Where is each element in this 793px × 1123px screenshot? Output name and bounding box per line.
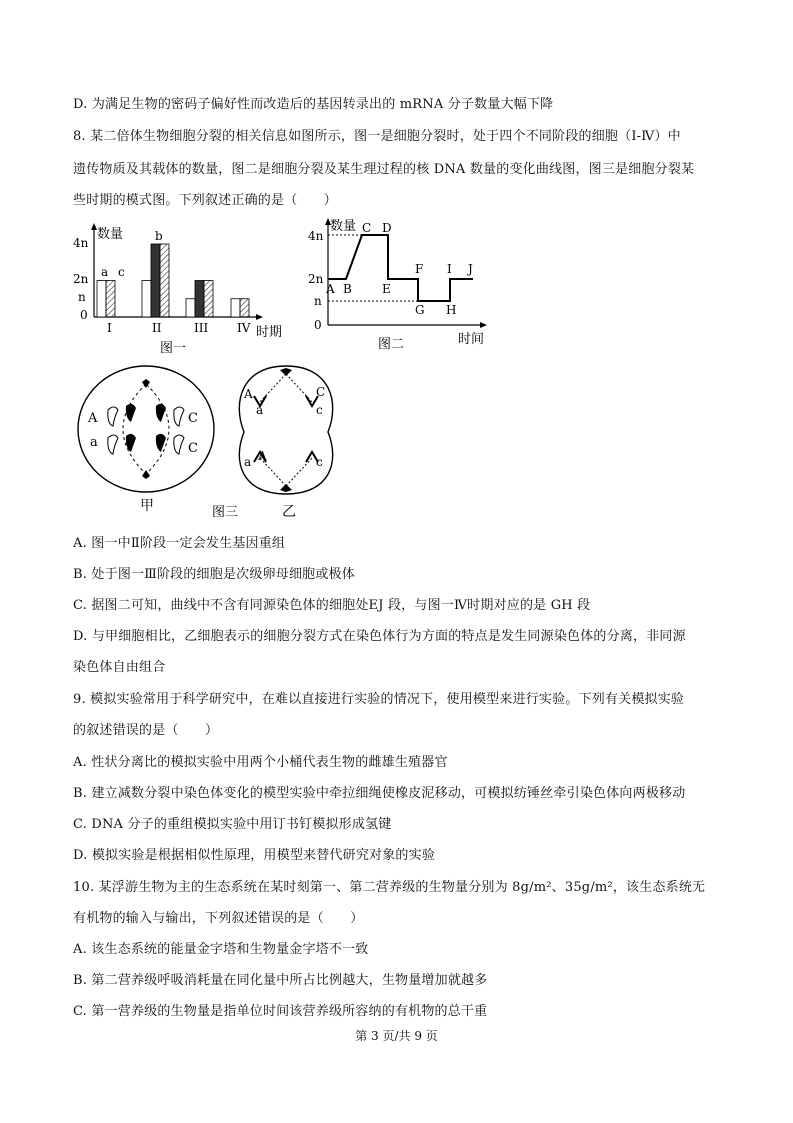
yi-allele-3: C bbox=[316, 385, 326, 399]
option-10b: B. 第二营养级呼吸消耗量在同化量中所占比例越大，生物量增加就越多 bbox=[73, 973, 488, 988]
yi-allele-7: c bbox=[316, 455, 323, 469]
option-9d: D. 模拟实验是根据相似性原理，用模型来替代研究对象的实验 bbox=[73, 848, 436, 863]
fig1-bar-c-I bbox=[106, 281, 115, 318]
question-9-text: 9. 模拟实验常用于科学研究中，在难以直接进行实验的情况下，使用模型来进行实验。下列有关模拟实验 bbox=[73, 692, 685, 707]
option-9c: C. DNA 分子的重组模拟实验中用订书钉模拟形成氢键 bbox=[73, 817, 392, 832]
fig2-point-f: F bbox=[415, 262, 424, 276]
fig1-tick-0: 0 bbox=[80, 308, 88, 322]
fig2-tick-n: n bbox=[314, 294, 322, 308]
option-8d-line2: 染色体自由组合 bbox=[73, 660, 166, 675]
fig1-tick-4n: 4n bbox=[73, 236, 89, 250]
spindle-jia bbox=[123, 384, 169, 474]
fig2-point-h: H bbox=[446, 303, 457, 317]
yi-allele-2: a bbox=[256, 403, 264, 417]
fig1-xlabel: 时期 bbox=[256, 325, 283, 340]
fig1-label-a: a bbox=[101, 265, 109, 279]
fig1-stage-1: I bbox=[107, 321, 112, 335]
fig1-caption: 图一 bbox=[160, 341, 187, 356]
fig1-bar-c-III bbox=[204, 281, 213, 318]
chromosomes-jia bbox=[108, 404, 184, 454]
fig1-label-b: b bbox=[155, 229, 163, 243]
option-9b: B. 建立减数分裂中染色体变化的模型实验中牵拉细绳使橡皮泥移动，可模拟纺锤丝牵引染色体向两极移动 bbox=[73, 786, 686, 801]
fig2-point-g: G bbox=[415, 303, 425, 317]
fig1-ylabel: 数量 bbox=[97, 227, 124, 242]
option-10a: A. 该生态系统的能量金字塔和生物量金字塔不一致 bbox=[73, 942, 369, 957]
option-d-q7: D. 为满足生物的密码子偏好性而改造后的基因转录出的 mRNA 分子数量大幅下降 bbox=[73, 97, 554, 112]
page-footer: 第 3 页/共 9 页 bbox=[355, 1029, 438, 1043]
question-8-text: 8. 某二倍体生物细胞分裂的相关信息如图所示，图一是细胞分裂时，处于四个不同阶段的细胞（Ⅰ-Ⅳ）中 bbox=[73, 129, 681, 144]
fig1-bar-b-III bbox=[195, 281, 204, 318]
question-8-text-line2: 遗传物质及其载体的数量，图二是细胞分裂及某生理过程的核 DNA 数量的变化曲线图，图三是细胞分裂某 bbox=[73, 162, 695, 177]
figure-1-bar-chart bbox=[70, 222, 295, 357]
fig2-caption: 图二 bbox=[378, 337, 405, 352]
fig1-tick-2n: 2n bbox=[73, 272, 89, 286]
figure-3-cells bbox=[70, 362, 350, 522]
fig3-caption: 图三 bbox=[212, 505, 239, 520]
question-10-text: 10. 某浮游生物为主的生态系统在某时刻第一、第二营养级的生物量分别为 8g/m²、35g/m²，该生态系统无 bbox=[73, 880, 706, 895]
option-8b: B. 处于图一Ⅲ阶段的细胞是次级卵母细胞或极体 bbox=[73, 567, 355, 582]
fig2-point-a: A bbox=[326, 282, 335, 296]
fig2-tick-2n: 2n bbox=[308, 272, 324, 286]
fig2-point-j: J bbox=[468, 262, 473, 276]
fig1-stage-2: II bbox=[152, 321, 162, 335]
jia-allele-a-upper: A bbox=[88, 411, 98, 426]
figure-2-line-chart bbox=[308, 215, 493, 355]
yi-allele-6: a bbox=[244, 455, 252, 469]
cell-jia-label: 甲 bbox=[140, 498, 154, 514]
question-8-text-line3: 些时期的模式图。下列叙述正确的是（ ） bbox=[73, 193, 338, 208]
jia-allele-c-upper: C bbox=[188, 411, 198, 426]
fig2-point-e: E bbox=[382, 282, 391, 296]
fig2-point-c: C bbox=[362, 221, 372, 235]
yi-allele-4: c bbox=[316, 403, 323, 417]
fig1-label-c: c bbox=[118, 265, 125, 279]
yi-allele-5: A bbox=[258, 449, 267, 463]
fig1-bar-a-I bbox=[97, 281, 106, 318]
option-10c: C. 第一营养级的生物量是指单位时间该营养级所容纳的有机物的总干重 bbox=[73, 1004, 488, 1019]
option-8c: C. 据图二可知，曲线中不含有同源染色体的细胞处EJ 段，与图一Ⅳ时期对应的是 GH 段 bbox=[73, 598, 591, 613]
fig1-bar-c-II bbox=[160, 244, 169, 317]
fig1-stage-4: IV bbox=[237, 321, 251, 335]
fig2-tick-0: 0 bbox=[314, 318, 322, 332]
fig1-bar-a-III bbox=[186, 299, 195, 317]
question-9-text-line2: 的叙述错误的是（ ） bbox=[73, 723, 219, 738]
fig1-bar-a-IV bbox=[231, 299, 240, 317]
fig2-xlabel: 时间 bbox=[458, 332, 485, 347]
fig2-point-i: I bbox=[447, 262, 452, 276]
fig2-point-d: D bbox=[382, 221, 392, 235]
question-10-text-line2: 有机物的输入与输出，下列叙述错误的是（ ） bbox=[73, 911, 364, 926]
jia-allele-c-lower: C bbox=[188, 441, 198, 456]
fig1-bar-c-IV bbox=[240, 299, 249, 317]
option-8d: D. 与甲细胞相比，乙细胞表示的细胞分裂方式在染色体行为方面的特点是发生同源染色体的分离，非同源 bbox=[73, 629, 686, 644]
jia-allele-a-lower: a bbox=[90, 435, 98, 450]
option-8a: A. 图一中Ⅱ阶段一定会发生基因重组 bbox=[73, 536, 286, 551]
fig1-tick-n: n bbox=[78, 290, 86, 304]
fig1-bar-b-II bbox=[151, 244, 160, 317]
yi-allele-1: A bbox=[244, 387, 253, 401]
fig2-tick-4n: 4n bbox=[308, 229, 324, 243]
fig2-ylabel: 数量 bbox=[330, 219, 357, 234]
fig1-stage-3: III bbox=[194, 321, 209, 335]
fig1-bar-a-II bbox=[142, 281, 151, 318]
fig2-point-b: B bbox=[343, 282, 352, 296]
cell-yi-label: 乙 bbox=[282, 504, 296, 520]
option-9a: A. 性状分离比的模拟实验中用两个小桶代表生物的雌雄生殖器官 bbox=[73, 755, 448, 770]
